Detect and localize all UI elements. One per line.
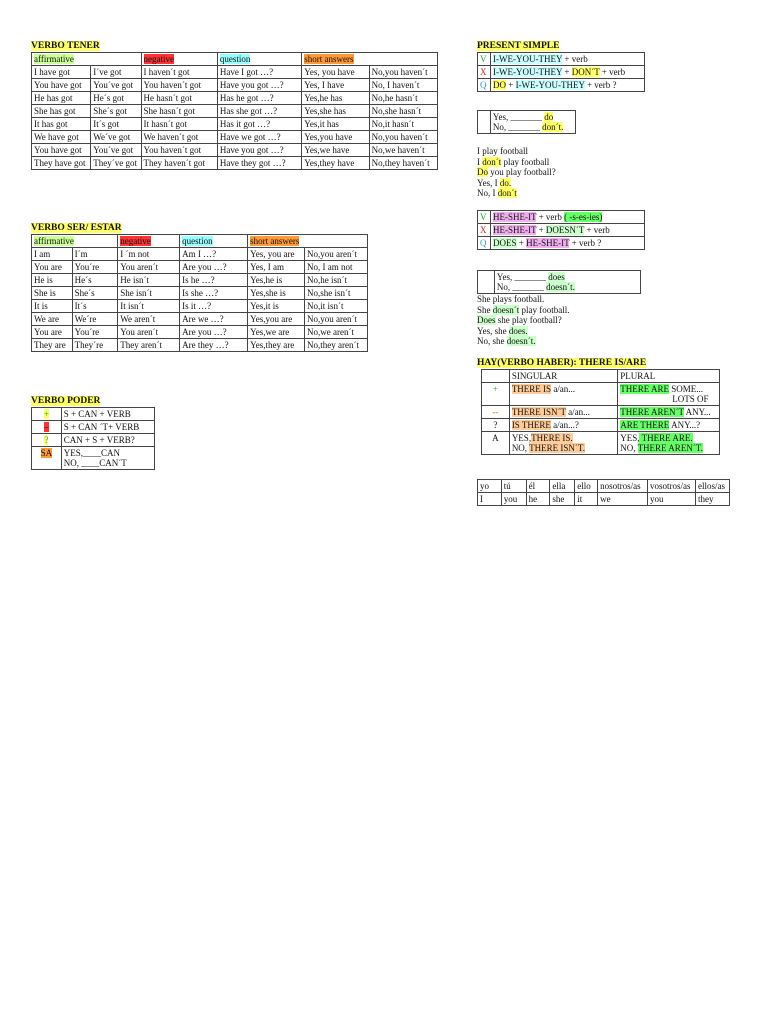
table-cell: Have you got …? — [217, 79, 301, 92]
poder-rule: CAN + S + VERB? — [61, 434, 154, 447]
table-header-row — [482, 370, 720, 383]
table-cell: We´ve got — [91, 131, 141, 144]
table-cell: You´ve got — [91, 79, 141, 92]
short-answer-symbol: SA — [40, 448, 53, 458]
header-singular: SINGULAR — [509, 370, 617, 383]
pronoun-cell: we — [598, 493, 648, 506]
table-row — [32, 66, 438, 79]
table-cell: You´re — [72, 261, 118, 274]
pronoun-cell: él — [526, 480, 550, 493]
table-cell: You have got — [32, 144, 91, 157]
short-answer-box-do: Yes, _______ do No, _______ don´t. — [477, 110, 576, 134]
header-affirmative: affirmative — [34, 54, 74, 64]
present-simple-section — [477, 41, 645, 92]
table-cell: They haven´t got — [141, 157, 217, 170]
pronoun-cell: he — [526, 493, 550, 506]
table-cell: You aren´t — [118, 326, 180, 339]
table-cell: Has it got …? — [217, 118, 301, 131]
header-question: question — [219, 54, 251, 64]
table-cell: He hasn´t got — [141, 92, 217, 105]
table-cell: We haven´t got — [141, 131, 217, 144]
table-row — [32, 313, 368, 326]
table-cell: Yes,it is — [248, 300, 305, 313]
table-cell: Are you …? — [180, 326, 248, 339]
table-cell: She has got — [32, 105, 91, 118]
pronoun-cell: she — [550, 493, 575, 506]
table-cell: I haven´t got — [141, 66, 217, 79]
header-short-answers: short answers — [304, 54, 354, 64]
poder-row-short-answer — [32, 447, 155, 470]
verbo-poder-section — [31, 396, 155, 470]
hay-row-negative: -- THERE ISN´T a/an... THERE AREN´T ANY... — [482, 406, 720, 419]
table-cell: He´s — [72, 274, 118, 287]
table-cell: He is — [32, 274, 73, 287]
present-row-affirmative: V HE-SHE-IT + verb ( -s-es-ies) — [478, 211, 645, 224]
section-title: HAY(VERBO HABER): THERE IS/ARE — [477, 358, 647, 368]
table-cell: You haven´t got — [141, 79, 217, 92]
pronoun-cell: yo — [478, 480, 502, 493]
plus-symbol: + — [43, 409, 49, 419]
poder-rule: S + CAN + VERB — [61, 408, 154, 421]
table-cell: You´re — [72, 326, 118, 339]
table-cell: No, I am not — [305, 261, 368, 274]
short-answer-box-does: Yes, _______ does No, _______ doesn´t. — [477, 270, 641, 294]
header-short-answers: short answers — [250, 236, 300, 246]
table-cell: We are — [32, 313, 73, 326]
table-row — [32, 118, 438, 131]
hay-section — [477, 358, 720, 455]
table-cell: No,you aren´t — [305, 248, 368, 261]
pronouns-section — [477, 479, 730, 506]
table-cell: You haven´t got — [141, 144, 217, 157]
table-cell: Have we got …? — [217, 131, 301, 144]
pronoun-cell: you — [648, 493, 696, 506]
section-title: PRESENT SIMPLE — [477, 41, 560, 51]
ser-table — [31, 234, 368, 352]
present-row-question: Q DO + I-WE-YOU-THEY + verb ? — [478, 79, 645, 92]
table-cell: No,you haven´t — [369, 66, 437, 79]
table-cell: Yes,they are — [248, 339, 305, 352]
table-cell: It isn´t — [118, 300, 180, 313]
table-row — [32, 339, 368, 352]
table-cell: You aren´t — [118, 261, 180, 274]
table-cell: She is — [32, 287, 73, 300]
x-mark: X — [478, 224, 491, 237]
table-cell: Are we …? — [180, 313, 248, 326]
pronoun-cell: ella — [550, 480, 575, 493]
table-cell: They´re — [72, 339, 118, 352]
section-title: VERBO TENER — [31, 41, 100, 51]
table-row — [32, 287, 368, 300]
table-row — [32, 144, 438, 157]
pronoun-cell: vosotros/as — [648, 480, 696, 493]
header-question: question — [182, 236, 213, 246]
table-cell: It´s got — [91, 118, 141, 131]
table-cell: It hasn´t got — [141, 118, 217, 131]
poder-no: NO, ____CAN´T — [63, 458, 127, 468]
table-cell: No,you haven´t — [369, 131, 437, 144]
tener-table — [31, 52, 438, 170]
table-cell: No,they haven´t — [369, 157, 437, 170]
table-cell: It´s — [72, 300, 118, 313]
table-header-row — [32, 235, 368, 248]
table-row — [32, 300, 368, 313]
table-cell: Yes,they have — [302, 157, 369, 170]
table-cell: I have got — [32, 66, 91, 79]
table-cell: You´ve got — [91, 144, 141, 157]
table-cell: Yes,he has — [302, 92, 369, 105]
section-title: VERBO PODER — [31, 396, 101, 406]
x-mark: X — [478, 66, 491, 79]
table-cell: They are — [32, 339, 73, 352]
verbo-ser-estar-section — [31, 223, 368, 352]
poder-table — [31, 407, 155, 470]
table-cell: We´re — [72, 313, 118, 326]
header-negative: negative — [143, 54, 175, 64]
table-cell: Yes,you have — [302, 131, 369, 144]
table-cell: No,it hasn´t — [369, 118, 437, 131]
poder-row-negative — [32, 421, 155, 434]
verbo-tener-section — [31, 41, 438, 170]
present-row-negative: X I-WE-YOU-THEY + DON´T + verb — [478, 66, 645, 79]
pronoun-cell: it — [575, 493, 598, 506]
v-mark: V — [478, 211, 491, 224]
table-row — [32, 79, 438, 92]
q-mark: Q — [478, 79, 491, 92]
section-title: VERBO SER/ ESTAR — [31, 223, 122, 233]
present-row-affirmative: V I-WE-YOU-THEY + verb — [478, 53, 645, 66]
table-cell: Yes,we are — [248, 326, 305, 339]
table-row — [32, 131, 438, 144]
table-cell: I am — [32, 248, 73, 261]
table-cell: Yes,we have — [302, 144, 369, 157]
hay-table — [481, 369, 720, 455]
table-cell: No,it isn´t — [305, 300, 368, 313]
header-negative: negative — [120, 236, 151, 246]
table-cell: Yes,you are — [248, 313, 305, 326]
table-cell: It has got — [32, 118, 91, 131]
hay-row-affirmative: + THERE IS a/an... THERE ARE SOME... LOTS OF — [482, 383, 720, 406]
table-cell: No,they aren´t — [305, 339, 368, 352]
table-cell: Yes,it has — [302, 118, 369, 131]
table-cell: Yes, I have — [302, 79, 369, 92]
table-cell: It is — [32, 300, 73, 313]
table-cell: Yes, you have — [302, 66, 369, 79]
table-cell: Are they …? — [180, 339, 248, 352]
pronouns-table — [477, 479, 730, 506]
table-cell: I´ve got — [91, 66, 141, 79]
poder-row-question — [32, 434, 155, 447]
table-row — [32, 105, 438, 118]
table-cell: No,she isn´t — [305, 287, 368, 300]
table-header-row — [32, 53, 438, 66]
table-cell: They aren´t — [118, 339, 180, 352]
table-cell: We aren´t — [118, 313, 180, 326]
table-cell: No,we aren´t — [305, 326, 368, 339]
table-row — [32, 248, 368, 261]
present-examples-she: She plays football. She doesn´t play football. Does she play football? Yes, she does. No, she doesn´t. — [477, 294, 570, 346]
pronoun-cell: ellos/as — [695, 480, 729, 493]
table-cell: I´m — [72, 248, 118, 261]
pronouns-spanish-row — [478, 480, 730, 493]
table-cell: No,she hasn´t — [369, 105, 437, 118]
table-cell: Is she …? — [180, 287, 248, 300]
table-row — [32, 274, 368, 287]
minus-symbol: – — [44, 422, 49, 432]
table-row — [32, 326, 368, 339]
header-affirmative: affirmative — [34, 236, 74, 246]
pronoun-cell: you — [501, 493, 526, 506]
table-cell: Are you …? — [180, 261, 248, 274]
table-cell: They´ve got — [91, 157, 141, 170]
table-cell: She´s got — [91, 105, 141, 118]
pronoun-cell: tú — [501, 480, 526, 493]
table-cell: They have got — [32, 157, 91, 170]
poder-yes: YES,____CAN — [63, 448, 120, 458]
table-cell: He has got — [32, 92, 91, 105]
table-cell: Is he …? — [180, 274, 248, 287]
poder-row-affirmative — [32, 408, 155, 421]
present-row-question: Q DOES + HE-SHE-IT + verb ? — [478, 237, 645, 250]
table-cell: Has he got …? — [217, 92, 301, 105]
table-cell: She hasn´t got — [141, 105, 217, 118]
pronouns-english-row — [478, 493, 730, 506]
v-mark: V — [478, 53, 491, 66]
question-symbol: ? — [44, 435, 49, 445]
header-plural: PLURAL — [618, 370, 720, 383]
table-cell: Yes,he is — [248, 274, 305, 287]
table-row — [32, 92, 438, 105]
table-cell: She´s — [72, 287, 118, 300]
pronoun-cell: ello — [575, 480, 598, 493]
pronoun-cell: I — [478, 493, 502, 506]
table-cell: No,we haven´t — [369, 144, 437, 157]
table-cell: No,he hasn´t — [369, 92, 437, 105]
table-cell: Yes,she has — [302, 105, 369, 118]
table-cell: We have got — [32, 131, 91, 144]
table-cell: Am I …? — [180, 248, 248, 261]
present-table-third-person — [477, 210, 645, 250]
table-cell: Yes, I am — [248, 261, 305, 274]
table-cell: He´s got — [91, 92, 141, 105]
hay-row-answers: A YES,THERE IS. NO, THERE ISN´T. YES, THERE ARE. NO, THERE AREN´T. — [482, 432, 720, 455]
table-cell: She isn´t — [118, 287, 180, 300]
table-cell: No,he isn´t — [305, 274, 368, 287]
table-cell: Yes, you are — [248, 248, 305, 261]
table-cell: I ´m not — [118, 248, 180, 261]
table-cell: No, I haven´t — [369, 79, 437, 92]
table-cell: Have you got …? — [217, 144, 301, 157]
q-mark: Q — [478, 237, 491, 250]
table-row — [32, 261, 368, 274]
table-row — [32, 157, 438, 170]
pronoun-cell: nosotros/as — [598, 480, 648, 493]
poder-rule: S + CAN ´T+ VERB — [61, 421, 154, 434]
table-cell: You are — [32, 261, 73, 274]
table-cell: Has she got …? — [217, 105, 301, 118]
table-cell: Is it …? — [180, 300, 248, 313]
present-row-negative: X HE-SHE-IT + DOESN´T + verb — [478, 224, 645, 237]
table-cell: Have I got …? — [217, 66, 301, 79]
present-table-plural — [477, 52, 645, 92]
table-cell: He isn´t — [118, 274, 180, 287]
table-cell: No,you aren´t — [305, 313, 368, 326]
table-cell: You are — [32, 326, 73, 339]
pronoun-cell: they — [695, 493, 729, 506]
table-cell: Yes,she is — [248, 287, 305, 300]
table-cell: You have got — [32, 79, 91, 92]
hay-row-question: ? IS THERE a/an...? ARE THERE ANY...? — [482, 419, 720, 432]
present-examples-i: I play football I don´t play football Do you play football? Yes, I do. No, I don´t — [477, 146, 556, 198]
table-cell: Have they got …? — [217, 157, 301, 170]
